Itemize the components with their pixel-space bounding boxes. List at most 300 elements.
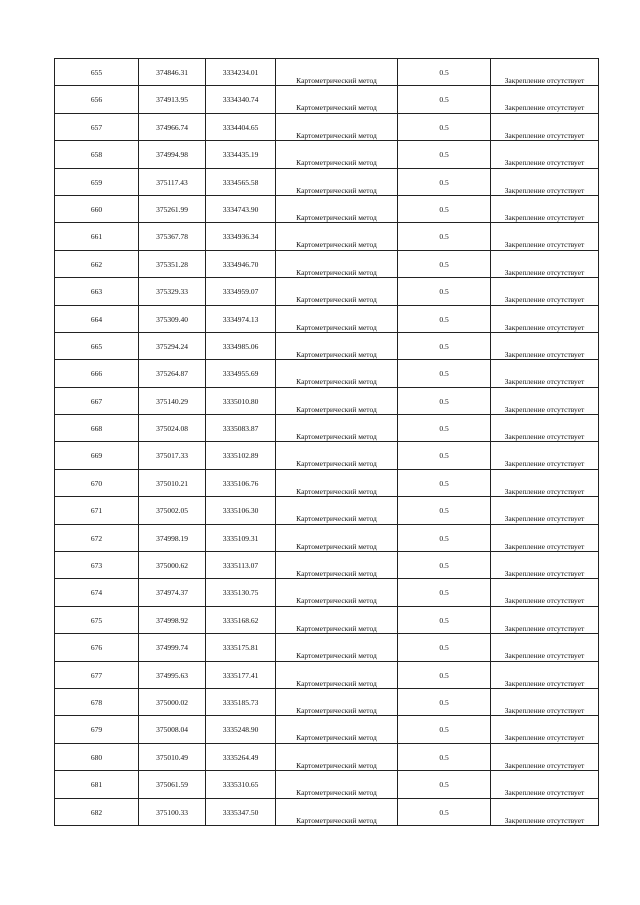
x-coordinate-cell bbox=[139, 716, 206, 743]
x-coordinate-cell bbox=[139, 141, 206, 168]
fixation-description-cell bbox=[491, 634, 599, 661]
point-number-cell bbox=[55, 579, 139, 606]
fixation-description-cell-text: Закрепление отсутствует bbox=[504, 486, 585, 496]
point-number-cell bbox=[55, 634, 139, 661]
x-coordinate-cell-text: 374995.63 bbox=[156, 670, 188, 680]
point-number-cell bbox=[55, 415, 139, 442]
method-cell-text: Картометрический метод bbox=[296, 158, 377, 168]
fixation-description-cell-text: Закрепление отсутствует bbox=[504, 295, 585, 305]
point-number-cell bbox=[55, 250, 139, 277]
accuracy-cell-text: 0.5 bbox=[439, 780, 449, 790]
x-coordinate-cell bbox=[139, 415, 206, 442]
x-coordinate-cell bbox=[139, 552, 206, 579]
table-row bbox=[55, 716, 599, 743]
table-row bbox=[55, 469, 599, 496]
y-coordinate-cell-text: 3335113.07 bbox=[222, 561, 259, 571]
x-coordinate-cell-text: 375017.33 bbox=[156, 451, 188, 461]
method-cell-text: Картометрический метод bbox=[296, 623, 377, 633]
accuracy-cell bbox=[398, 688, 491, 715]
method-cell bbox=[276, 415, 398, 442]
method-cell bbox=[276, 716, 398, 743]
method-cell bbox=[276, 606, 398, 633]
method-cell-text: Картометрический метод bbox=[296, 514, 377, 524]
point-number-cell-text: 657 bbox=[90, 122, 103, 132]
method-cell-text: Картометрический метод bbox=[296, 678, 377, 688]
x-coordinate-cell bbox=[139, 332, 206, 359]
accuracy-cell-text: 0.5 bbox=[439, 177, 449, 187]
accuracy-cell bbox=[398, 360, 491, 387]
table-row bbox=[55, 415, 599, 442]
method-cell bbox=[276, 524, 398, 551]
table-row bbox=[55, 524, 599, 551]
fixation-description-cell bbox=[491, 524, 599, 551]
accuracy-cell-text: 0.5 bbox=[439, 150, 449, 160]
table-row bbox=[55, 168, 599, 195]
point-number-cell-text: 664 bbox=[90, 314, 103, 324]
x-coordinate-cell-text: 375002.05 bbox=[156, 506, 188, 516]
y-coordinate-cell bbox=[206, 661, 276, 688]
fixation-description-cell bbox=[491, 250, 599, 277]
x-coordinate-cell-text: 374998.92 bbox=[156, 615, 188, 625]
method-cell-text: Картометрический метод bbox=[296, 651, 377, 661]
y-coordinate-cell-text: 3334985.06 bbox=[222, 341, 259, 351]
method-cell bbox=[276, 634, 398, 661]
point-number-cell bbox=[55, 469, 139, 496]
point-number-cell-text: 661 bbox=[90, 232, 103, 242]
method-cell-text: Картометрический метод bbox=[296, 240, 377, 250]
y-coordinate-cell-text: 3334946.70 bbox=[222, 259, 259, 269]
y-coordinate-cell bbox=[206, 141, 276, 168]
y-coordinate-cell bbox=[206, 168, 276, 195]
method-cell bbox=[276, 771, 398, 798]
point-number-cell-text: 679 bbox=[90, 725, 103, 735]
x-coordinate-cell bbox=[139, 661, 206, 688]
fixation-description-cell bbox=[491, 195, 599, 222]
method-cell bbox=[276, 141, 398, 168]
y-coordinate-cell-text: 3334936.34 bbox=[222, 232, 259, 242]
x-coordinate-cell bbox=[139, 688, 206, 715]
accuracy-cell bbox=[398, 415, 491, 442]
x-coordinate-cell bbox=[139, 442, 206, 469]
accuracy-cell-text: 0.5 bbox=[439, 588, 449, 598]
point-number-cell bbox=[55, 113, 139, 140]
y-coordinate-cell bbox=[206, 332, 276, 359]
fixation-description-cell-text: Закрепление отсутствует bbox=[504, 514, 585, 524]
method-cell-text: Картометрический метод bbox=[296, 705, 377, 715]
fixation-description-cell bbox=[491, 688, 599, 715]
y-coordinate-cell-text: 3334234.01 bbox=[222, 68, 259, 77]
x-coordinate-cell-text: 375264.87 bbox=[156, 369, 188, 379]
x-coordinate-cell bbox=[139, 497, 206, 524]
y-coordinate-cell bbox=[206, 798, 276, 825]
point-number-cell bbox=[55, 360, 139, 387]
point-number-cell-text: 671 bbox=[90, 506, 103, 516]
y-coordinate-cell bbox=[206, 497, 276, 524]
y-coordinate-cell bbox=[206, 579, 276, 606]
fixation-description-cell bbox=[491, 743, 599, 770]
accuracy-cell bbox=[398, 524, 491, 551]
table-row bbox=[55, 250, 599, 277]
accuracy-cell-text: 0.5 bbox=[439, 259, 449, 269]
x-coordinate-cell bbox=[139, 360, 206, 387]
point-number-cell bbox=[55, 305, 139, 332]
x-coordinate-cell bbox=[139, 743, 206, 770]
y-coordinate-cell-text: 3335109.31 bbox=[222, 533, 259, 543]
accuracy-cell-text: 0.5 bbox=[439, 204, 449, 214]
accuracy-cell-text: 0.5 bbox=[439, 232, 449, 242]
x-coordinate-cell-text: 375117.43 bbox=[156, 177, 188, 187]
table-row bbox=[55, 305, 599, 332]
point-number-cell bbox=[55, 86, 139, 113]
accuracy-cell-text: 0.5 bbox=[439, 341, 449, 351]
x-coordinate-cell-text: 374846.31 bbox=[156, 68, 188, 77]
method-cell-text: Картометрический метод bbox=[296, 486, 377, 496]
y-coordinate-cell-text: 3334340.74 bbox=[222, 95, 259, 105]
table-row bbox=[55, 59, 599, 86]
y-coordinate-cell-text: 3335010.80 bbox=[222, 396, 259, 406]
point-number-cell-text: 670 bbox=[90, 478, 103, 488]
y-coordinate-cell-text: 3335248.90 bbox=[222, 725, 259, 735]
method-cell bbox=[276, 278, 398, 305]
accuracy-cell bbox=[398, 250, 491, 277]
fixation-description-cell-text: Закрепление отсутствует bbox=[504, 596, 585, 606]
method-cell-text: Картометрический метод bbox=[296, 404, 377, 414]
y-coordinate-cell bbox=[206, 552, 276, 579]
x-coordinate-cell-text: 375309.40 bbox=[156, 314, 188, 324]
point-number-cell bbox=[55, 195, 139, 222]
accuracy-cell bbox=[398, 497, 491, 524]
table-row bbox=[55, 141, 599, 168]
point-number-cell bbox=[55, 798, 139, 825]
fixation-description-cell bbox=[491, 387, 599, 414]
fixation-description-cell-text: Закрепление отсутствует bbox=[504, 240, 585, 250]
accuracy-cell bbox=[398, 552, 491, 579]
y-coordinate-cell-text: 3334565.58 bbox=[222, 177, 259, 187]
accuracy-cell bbox=[398, 168, 491, 195]
fixation-description-cell bbox=[491, 168, 599, 195]
table-row bbox=[55, 223, 599, 250]
accuracy-cell-text: 0.5 bbox=[439, 396, 449, 406]
method-cell-text: Картометрический метод bbox=[296, 76, 377, 85]
y-coordinate-cell-text: 3334404.65 bbox=[222, 122, 259, 132]
fixation-description-cell bbox=[491, 223, 599, 250]
fixation-description-cell-text: Закрепление отсутствует bbox=[504, 678, 585, 688]
x-coordinate-cell-text: 375061.59 bbox=[156, 780, 188, 790]
method-cell-text: Картометрический метод bbox=[296, 377, 377, 387]
y-coordinate-cell bbox=[206, 223, 276, 250]
x-coordinate-cell bbox=[139, 798, 206, 825]
point-number-cell bbox=[55, 59, 139, 86]
x-coordinate-cell bbox=[139, 305, 206, 332]
point-number-cell-text: 676 bbox=[90, 643, 103, 653]
point-number-cell-text: 672 bbox=[90, 533, 103, 543]
point-number-cell bbox=[55, 223, 139, 250]
method-cell bbox=[276, 387, 398, 414]
y-coordinate-cell-text: 3335310.65 bbox=[222, 780, 259, 790]
table-row bbox=[55, 497, 599, 524]
fixation-description-cell bbox=[491, 86, 599, 113]
method-cell-text: Картометрический метод bbox=[296, 349, 377, 359]
y-coordinate-cell bbox=[206, 606, 276, 633]
fixation-description-cell bbox=[491, 497, 599, 524]
y-coordinate-cell-text: 3334955.69 bbox=[222, 369, 259, 379]
y-coordinate-cell bbox=[206, 387, 276, 414]
method-cell-text: Картометрический метод bbox=[296, 733, 377, 743]
table-row bbox=[55, 579, 599, 606]
accuracy-cell bbox=[398, 305, 491, 332]
method-cell-text: Картометрический метод bbox=[296, 459, 377, 469]
table-row bbox=[55, 634, 599, 661]
fixation-description-cell-text: Закрепление отсутствует bbox=[504, 623, 585, 633]
fixation-description-cell bbox=[491, 278, 599, 305]
method-cell bbox=[276, 688, 398, 715]
accuracy-cell-text: 0.5 bbox=[439, 95, 449, 105]
accuracy-cell bbox=[398, 661, 491, 688]
point-number-cell bbox=[55, 606, 139, 633]
point-number-cell-text: 668 bbox=[90, 424, 103, 434]
accuracy-cell bbox=[398, 442, 491, 469]
table-row bbox=[55, 743, 599, 770]
accuracy-cell-text: 0.5 bbox=[439, 615, 449, 625]
fixation-description-cell-text: Закрепление отсутствует bbox=[504, 459, 585, 469]
accuracy-cell bbox=[398, 469, 491, 496]
fixation-description-cell bbox=[491, 442, 599, 469]
fixation-description-cell-text: Закрепление отсутствует bbox=[504, 322, 585, 332]
accuracy-cell bbox=[398, 86, 491, 113]
x-coordinate-cell-text: 375100.33 bbox=[156, 807, 188, 817]
fixation-description-cell-text: Закрепление отсутствует bbox=[504, 130, 585, 140]
fixation-description-cell-text: Закрепление отсутствует bbox=[504, 432, 585, 442]
point-number-cell-text: 682 bbox=[90, 807, 103, 817]
x-coordinate-cell-text: 374999.74 bbox=[156, 643, 188, 653]
accuracy-cell bbox=[398, 278, 491, 305]
fixation-description-cell-text: Закрепление отсутствует bbox=[504, 349, 585, 359]
method-cell-text: Картометрический метод bbox=[296, 212, 377, 222]
accuracy-cell bbox=[398, 332, 491, 359]
fixation-description-cell bbox=[491, 332, 599, 359]
method-cell-text: Картометрический метод bbox=[296, 130, 377, 140]
accuracy-cell-text: 0.5 bbox=[439, 670, 449, 680]
method-cell-text: Картометрический метод bbox=[296, 596, 377, 606]
accuracy-cell-text: 0.5 bbox=[439, 451, 449, 461]
y-coordinate-cell bbox=[206, 688, 276, 715]
y-coordinate-cell bbox=[206, 360, 276, 387]
x-coordinate-cell bbox=[139, 250, 206, 277]
fixation-description-cell-text: Закрепление отсутствует bbox=[504, 760, 585, 770]
fixation-description-cell bbox=[491, 113, 599, 140]
point-number-cell-text: 663 bbox=[90, 287, 103, 297]
point-number-cell-text: 665 bbox=[90, 341, 103, 351]
table-row bbox=[55, 552, 599, 579]
x-coordinate-cell-text: 374994.98 bbox=[156, 150, 188, 160]
fixation-description-cell-text: Закрепление отсутствует bbox=[504, 212, 585, 222]
accuracy-cell bbox=[398, 59, 491, 86]
y-coordinate-cell bbox=[206, 250, 276, 277]
fixation-description-cell-text: Закрепление отсутствует bbox=[504, 651, 585, 661]
y-coordinate-cell bbox=[206, 771, 276, 798]
method-cell-text: Картометрический метод bbox=[296, 569, 377, 579]
y-coordinate-cell-text: 3335175.81 bbox=[222, 643, 259, 653]
y-coordinate-cell-text: 3335130.75 bbox=[222, 588, 259, 598]
point-number-cell-text: 667 bbox=[90, 396, 103, 406]
y-coordinate-cell-text: 3335168.62 bbox=[222, 615, 259, 625]
x-coordinate-cell-text: 375008.04 bbox=[156, 725, 188, 735]
fixation-description-cell-text: Закрепление отсутствует bbox=[504, 158, 585, 168]
method-cell-text: Картометрический метод bbox=[296, 103, 377, 113]
method-cell bbox=[276, 305, 398, 332]
x-coordinate-cell-text: 374913.95 bbox=[156, 95, 188, 105]
method-cell bbox=[276, 195, 398, 222]
x-coordinate-cell-text: 374966.74 bbox=[156, 122, 188, 132]
fixation-description-cell bbox=[491, 415, 599, 442]
y-coordinate-cell-text: 3335106.30 bbox=[222, 506, 259, 516]
x-coordinate-cell-text: 375000.02 bbox=[156, 697, 188, 707]
point-number-cell-text: 674 bbox=[90, 588, 103, 598]
method-cell-text: Картометрический метод bbox=[296, 267, 377, 277]
fixation-description-cell bbox=[491, 360, 599, 387]
point-number-cell bbox=[55, 442, 139, 469]
x-coordinate-cell bbox=[139, 771, 206, 798]
x-coordinate-cell-text: 375367.78 bbox=[156, 232, 188, 242]
x-coordinate-cell bbox=[139, 59, 206, 86]
table-row bbox=[55, 771, 599, 798]
accuracy-cell bbox=[398, 195, 491, 222]
point-number-cell bbox=[55, 661, 139, 688]
x-coordinate-cell bbox=[139, 469, 206, 496]
point-number-cell bbox=[55, 524, 139, 551]
point-number-cell bbox=[55, 716, 139, 743]
fixation-description-cell-text: Закрепление отсутствует bbox=[504, 185, 585, 195]
method-cell bbox=[276, 360, 398, 387]
table-row bbox=[55, 606, 599, 633]
y-coordinate-cell-text: 3335106.76 bbox=[222, 478, 259, 488]
y-coordinate-cell-text: 3335185.73 bbox=[222, 697, 259, 707]
accuracy-cell bbox=[398, 141, 491, 168]
x-coordinate-cell-text: 375010.49 bbox=[156, 752, 188, 762]
accuracy-cell bbox=[398, 223, 491, 250]
point-number-cell-text: 659 bbox=[90, 177, 103, 187]
fixation-description-cell-text: Закрепление отсутствует bbox=[504, 76, 585, 85]
method-cell-text: Картометрический метод bbox=[296, 760, 377, 770]
accuracy-cell bbox=[398, 716, 491, 743]
accuracy-cell bbox=[398, 387, 491, 414]
x-coordinate-cell-text: 375294.24 bbox=[156, 341, 188, 351]
accuracy-cell-text: 0.5 bbox=[439, 697, 449, 707]
method-cell bbox=[276, 332, 398, 359]
x-coordinate-cell-text: 375000.62 bbox=[156, 561, 188, 571]
point-number-cell bbox=[55, 141, 139, 168]
accuracy-cell-text: 0.5 bbox=[439, 478, 449, 488]
point-number-cell-text: 681 bbox=[90, 780, 103, 790]
x-coordinate-cell bbox=[139, 195, 206, 222]
y-coordinate-cell-text: 3334743.90 bbox=[222, 204, 259, 214]
table-body bbox=[55, 59, 599, 826]
method-cell-text: Картометрический метод bbox=[296, 185, 377, 195]
method-cell bbox=[276, 469, 398, 496]
x-coordinate-cell-text: 375351.28 bbox=[156, 259, 188, 269]
fixation-description-cell-text: Закрепление отсутствует bbox=[504, 705, 585, 715]
accuracy-cell bbox=[398, 579, 491, 606]
accuracy-cell-text: 0.5 bbox=[439, 68, 449, 77]
y-coordinate-cell-text: 3335177.41 bbox=[222, 670, 259, 680]
fixation-description-cell bbox=[491, 552, 599, 579]
accuracy-cell-text: 0.5 bbox=[439, 506, 449, 516]
accuracy-cell-text: 0.5 bbox=[439, 314, 449, 324]
accuracy-cell-text: 0.5 bbox=[439, 287, 449, 297]
y-coordinate-cell-text: 3335102.89 bbox=[222, 451, 259, 461]
table-row bbox=[55, 278, 599, 305]
method-cell bbox=[276, 250, 398, 277]
point-number-cell-text: 680 bbox=[90, 752, 103, 762]
x-coordinate-cell-text: 375140.29 bbox=[156, 396, 188, 406]
y-coordinate-cell-text: 3335264.49 bbox=[222, 752, 259, 762]
method-cell-text: Картометрический метод bbox=[296, 295, 377, 305]
x-coordinate-cell bbox=[139, 579, 206, 606]
fixation-description-cell-text: Закрепление отсутствует bbox=[504, 788, 585, 798]
coordinates-table bbox=[54, 58, 599, 826]
table-row bbox=[55, 195, 599, 222]
point-number-cell-text: 655 bbox=[90, 68, 103, 77]
table-row bbox=[55, 360, 599, 387]
point-number-cell-text: 677 bbox=[90, 670, 103, 680]
accuracy-cell-text: 0.5 bbox=[439, 122, 449, 132]
fixation-description-cell-text: Закрепление отсутствует bbox=[504, 103, 585, 113]
y-coordinate-cell bbox=[206, 59, 276, 86]
fixation-description-cell bbox=[491, 606, 599, 633]
method-cell bbox=[276, 552, 398, 579]
table-row bbox=[55, 688, 599, 715]
accuracy-cell-text: 0.5 bbox=[439, 643, 449, 653]
fixation-description-cell bbox=[491, 579, 599, 606]
fixation-description-cell bbox=[491, 141, 599, 168]
method-cell bbox=[276, 661, 398, 688]
point-number-cell-text: 658 bbox=[90, 150, 103, 160]
point-number-cell-text: 656 bbox=[90, 95, 103, 105]
point-number-cell-text: 660 bbox=[90, 204, 103, 214]
y-coordinate-cell bbox=[206, 415, 276, 442]
method-cell bbox=[276, 497, 398, 524]
table-row bbox=[55, 442, 599, 469]
accuracy-cell-text: 0.5 bbox=[439, 561, 449, 571]
x-coordinate-cell bbox=[139, 606, 206, 633]
fixation-description-cell bbox=[491, 716, 599, 743]
y-coordinate-cell bbox=[206, 305, 276, 332]
point-number-cell bbox=[55, 278, 139, 305]
x-coordinate-cell bbox=[139, 113, 206, 140]
fixation-description-cell-text: Закрепление отсутствует bbox=[504, 569, 585, 579]
y-coordinate-cell bbox=[206, 195, 276, 222]
point-number-cell bbox=[55, 497, 139, 524]
accuracy-cell-text: 0.5 bbox=[439, 752, 449, 762]
table-row bbox=[55, 113, 599, 140]
y-coordinate-cell bbox=[206, 113, 276, 140]
accuracy-cell bbox=[398, 798, 491, 825]
accuracy-cell-text: 0.5 bbox=[439, 424, 449, 434]
accuracy-cell bbox=[398, 634, 491, 661]
fixation-description-cell-text: Закрепление отсутствует bbox=[504, 733, 585, 743]
point-number-cell-text: 666 bbox=[90, 369, 103, 379]
x-coordinate-cell-text: 375329.33 bbox=[156, 287, 188, 297]
y-coordinate-cell bbox=[206, 86, 276, 113]
table-row bbox=[55, 387, 599, 414]
table-row bbox=[55, 661, 599, 688]
accuracy-cell bbox=[398, 113, 491, 140]
point-number-cell-text: 675 bbox=[90, 615, 103, 625]
method-cell bbox=[276, 579, 398, 606]
method-cell-text: Картометрический метод bbox=[296, 541, 377, 551]
y-coordinate-cell-text: 3334974.13 bbox=[222, 314, 259, 324]
x-coordinate-cell-text: 375024.08 bbox=[156, 424, 188, 434]
